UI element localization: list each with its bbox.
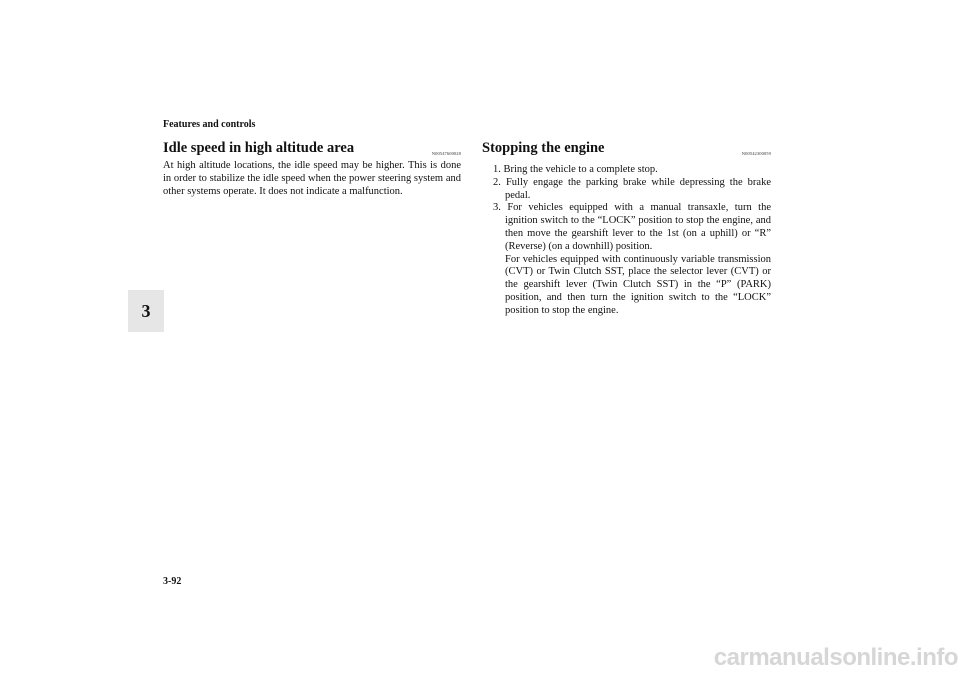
stopping-engine-code: N00542300059 [741, 151, 771, 156]
left-column [163, 140, 461, 198]
idle-speed-code: N00547600028 [431, 151, 461, 156]
step-item [482, 202, 771, 317]
idle-speed-paragraph: At high altitude locations, the idle speed may be higher. This is done in order to stabilize the idle speed when the power steering system and other systems operate. It does not indicate a malfunction. [163, 160, 461, 197]
chapter-tab [128, 290, 164, 332]
right-heading-row [482, 140, 771, 160]
step-text: 1. Bring the vehicle to a complete stop. [493, 164, 658, 175]
page-number: 3-92 [163, 576, 182, 587]
idle-speed-heading: Idle speed in high altitude area [163, 140, 355, 156]
step-item [482, 164, 771, 177]
right-column [482, 140, 771, 318]
chapter-tab-number: 3 [141, 300, 151, 321]
left-heading-row [163, 140, 461, 160]
step-text: 2. Fully engage the parking brake while depressing the brake pedal. [493, 176, 771, 201]
step-item [482, 177, 771, 203]
step-continuation: For vehicles equipped with continuously variable transmission (CVT) or Twin Clutch SST, place the selector lever (CVT) or the gearshift lever (Twin Clutch SST) in the “P” (PARK) position, and then turn the ignition switch to the “LOCK” position to stop the engine. [505, 253, 771, 316]
section-header: Features and controls [163, 119, 256, 130]
step-text: 3. For vehicles equipped with a manual transaxle, turn the ignition switch to the “LOCK” position to stop the engine, and then move the gearshift lever to the 1st (on a uphill) or “R” (Reverse) (on a downhill) position. [493, 202, 771, 252]
steps-list [482, 164, 771, 318]
stopping-engine-heading: Stopping the engine [482, 140, 605, 156]
watermark: carmanualsonline.info [713, 644, 958, 671]
